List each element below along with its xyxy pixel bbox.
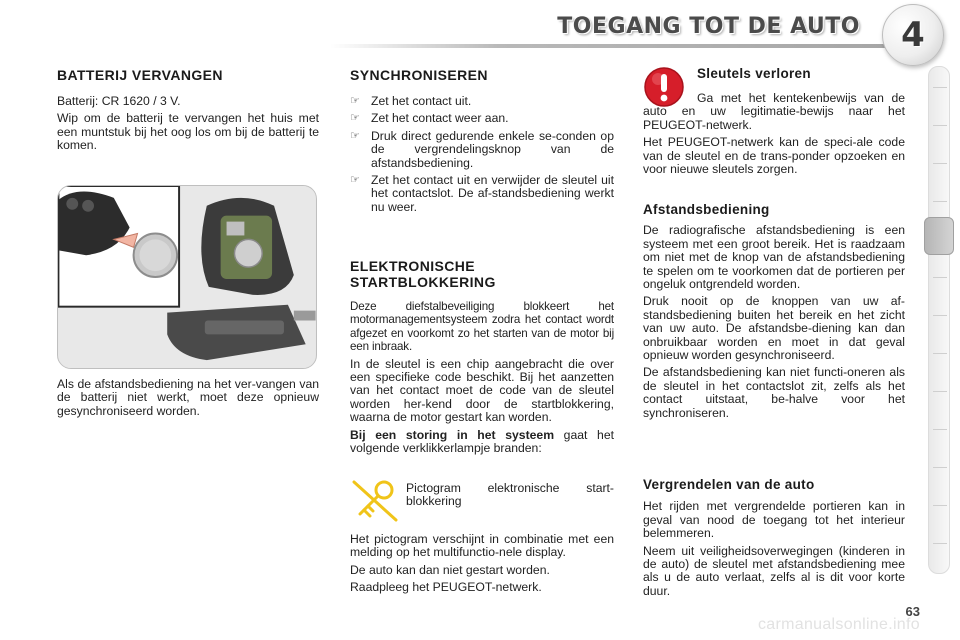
chapter-tab-active[interactable] — [924, 217, 954, 255]
lost-keys-text: Ga met het kentekenbewijs van de auto en uw legitimatie-bewijs naar het PEUGEOT-netwerk. — [643, 91, 905, 132]
battery-section — [57, 67, 319, 157]
sync-steps — [350, 95, 614, 214]
remote-heading: Afstandsbediening — [643, 202, 770, 217]
locking-text-2: Neem uit veiligheidsoverwegingen (kinderen in de auto) de sleutel met afstandsbediening mee als u de auto verlaat, zelfs al is dit voor korte duur. — [643, 543, 905, 598]
tab-divider — [933, 391, 947, 392]
header-rule — [330, 44, 890, 48]
sync-step-text: Druk direct gedurende enkele se-conden op de vergrendelingsknop van de afstandsbediening. — [371, 128, 614, 170]
lost-keys-network: Het PEUGEOT-netwerk kan de speci-ale code van de sleutel en de trans-ponder opzoeken en voor nieuwe sleutels zorgen. — [643, 135, 905, 177]
fault-bold-text: Bij een storing in het systeem — [350, 427, 555, 442]
immobiliser-heading-line1: ELEKTRONISCHE — [350, 258, 475, 274]
sync-step-text: Zet het contact weer aan. — [371, 111, 509, 126]
pictogram-info: Het pictogram verschijnt in combinatie met een melding op het multifunctio-nele display. — [350, 532, 614, 560]
page-header — [0, 0, 960, 62]
remote-text-1: De radiografische afstandsbediening is een systeem met een groot bereik. Het is raadzaam om niet met de knop van de afstandsbediening te spelen om te voorkomen dat de portieren per ongeluk ontgrendeld worden. — [643, 223, 905, 292]
list-item — [350, 112, 614, 125]
resync-note: Als de afstandsbediening na het ver-vangen van de batterij niet werkt, moet deze opnieuw gesynchroniseerd worden. — [57, 377, 319, 418]
remote-text-2: Druk nooit op de knoppen van uw af-standsbediening buiten het bereik en het zicht van uw auto. De afstandsbe-diening kan dan onbruikbaar worden en moet in dat geval opnieuw worden gesynchroniseerd. — [643, 294, 905, 363]
tab-divider — [933, 543, 947, 544]
tab-divider — [933, 315, 947, 316]
key-illustration — [58, 186, 316, 368]
immobiliser-chip: In de sleutel is een chip aangebracht die over een specifieke code beschikt. Bij het aanzetten van het contact moet de code van de sleutel worden her-kend door de startblokkering, waarna de motor gestart kan worden. — [350, 356, 614, 425]
battery-spec: Batterij: CR 1620 / 3 V. — [57, 94, 181, 108]
tab-divider — [933, 429, 947, 430]
key-battery-photo — [57, 185, 317, 369]
tab-divider — [933, 353, 947, 354]
sync-step-text: Zet het contact uit en verwijder de sleutel uit het contactslot. De af-standsbediening werkt nu weer. — [371, 173, 614, 214]
pictogram-label: Pictogram elektronische start-blokkering — [406, 481, 614, 509]
pictogram-caption — [406, 482, 614, 513]
sync-heading: SYNCHRONISEREN — [350, 67, 488, 83]
immobiliser-followup — [350, 533, 614, 599]
chapter-tab-strip[interactable] — [928, 66, 950, 574]
list-item — [350, 174, 614, 214]
hand-pointer-icon: ☞ — [350, 174, 360, 187]
fault-rest-text: gaat het volgende verklikkerlampje branden: — [350, 427, 614, 456]
tab-divider — [933, 125, 947, 126]
tab-divider — [933, 277, 947, 278]
key-immobiliser-icon — [350, 476, 400, 524]
lost-keys-header — [697, 67, 905, 80]
page-number: 63 — [905, 604, 920, 619]
tab-divider — [933, 163, 947, 164]
locking-section — [643, 478, 905, 602]
consult-network-text: Raadpleeg het PEUGEOT-netwerk. — [350, 580, 542, 595]
lost-keys-section — [643, 92, 905, 180]
watermark: carmanualsonline.info — [758, 616, 920, 633]
tab-divider — [933, 87, 947, 88]
sync-section — [350, 67, 614, 218]
lost-keys-heading: Sleutels verloren — [697, 66, 811, 81]
cannot-start-text: De auto kan dan niet gestart worden. — [350, 562, 550, 577]
chapter-badge — [882, 4, 944, 66]
hand-pointer-icon: ☞ — [350, 129, 360, 142]
immobiliser-fault — [350, 429, 614, 456]
tab-divider — [933, 201, 947, 202]
tab-divider — [933, 467, 947, 468]
hand-pointer-icon: ☞ — [350, 112, 360, 125]
list-item — [350, 95, 614, 108]
remote-text-3: De afstandsbediening kan niet functi-oneren als de sleutel in het contactslot zit, zelfs als het contact uitstaat, be-halve voor het synchroniseren. — [643, 365, 905, 420]
immobiliser-intro: Deze diefstalbeveiliging blokkeert het motormanagementsysteem zodra het contact wordt afgezet en voorkomt zo het starten van de motor bij een inbraak. — [350, 300, 614, 354]
locking-text-1: Het rijden met vergrendelde portieren kan in geval van nood de toegang tot het interieur belemmeren. — [643, 499, 905, 541]
immobiliser-heading-line2: STARTBLOKKERING — [350, 274, 496, 290]
locking-heading: Vergrendelen van de auto — [643, 477, 815, 492]
sync-step-text: Zet het contact uit. — [371, 94, 472, 108]
tab-divider — [933, 505, 947, 506]
battery-followup — [57, 378, 319, 422]
battery-instruction: Wip om de batterij te vervangen het huis met een muntstuk bij het oog los om bij de batterij te komen. — [57, 111, 319, 153]
immobiliser-section — [350, 258, 614, 459]
remote-section — [643, 203, 905, 424]
battery-heading: BATTERIJ VERVANGEN — [57, 67, 223, 83]
chapter-number: 4 — [901, 15, 925, 55]
hand-pointer-icon: ☞ — [350, 95, 360, 107]
list-item — [350, 130, 614, 170]
page-title: TOEGANG TOT DE AUTO — [557, 14, 860, 39]
